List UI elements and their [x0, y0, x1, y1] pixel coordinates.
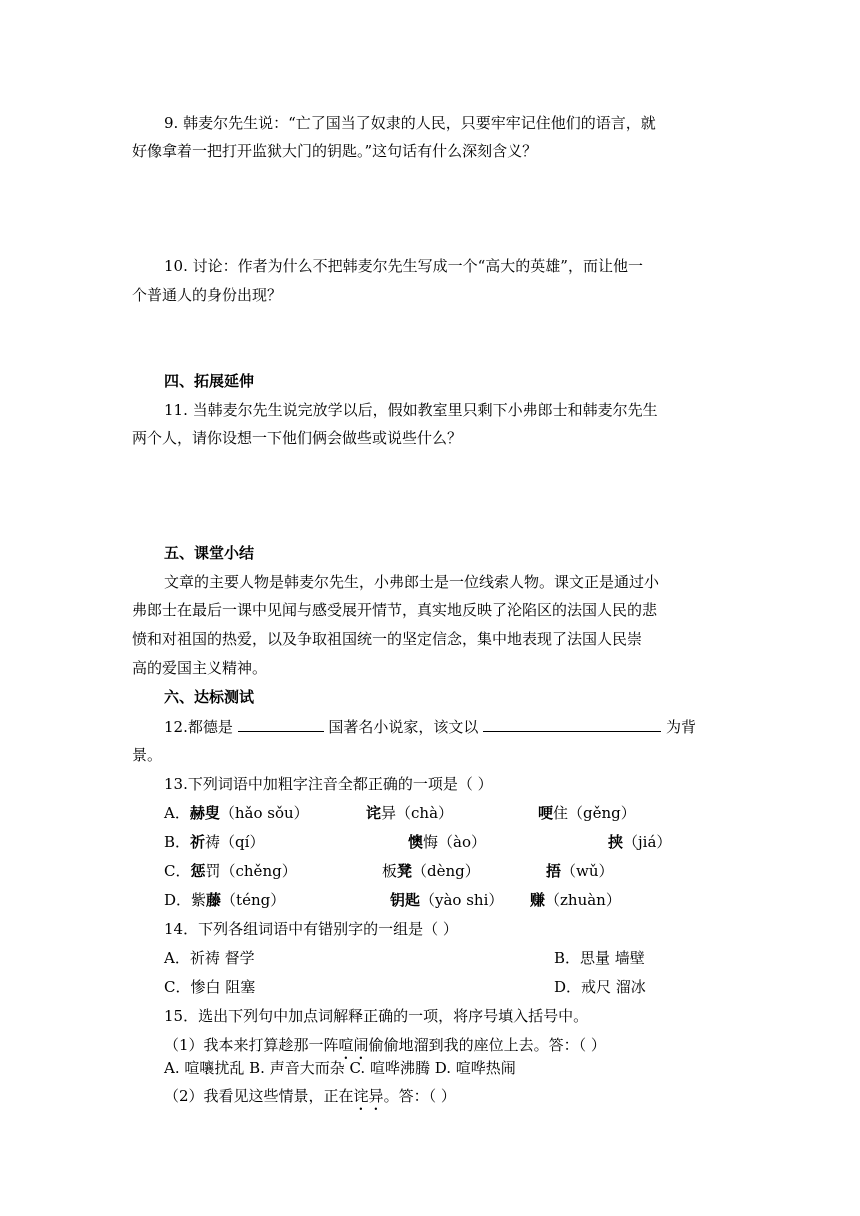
q13-option-c-item-2: 板凳（dèng） — [382, 862, 480, 880]
q12-text-1: 12.都德是 — [164, 718, 233, 736]
q11-line-2: 两个人，请你设想一下他们俩会做些或说些什么？ — [132, 429, 463, 447]
q13-option-b-item-1: B．祈祷（qí） — [164, 833, 265, 851]
q13-option-d-item-1: D．紫藤（téng） — [164, 891, 286, 909]
q13-option-a-item-2: 诧异（chà） — [366, 804, 454, 822]
summary-line-2: 弗郎士在最后一课中见闻与感受展开情节，真实地反映了沦陷区的法国人民的悲 — [132, 601, 658, 619]
q14-option-b: B．思量 墙壁 — [554, 949, 645, 967]
section-4-heading: 四、拓展延伸 — [164, 372, 255, 390]
q13-option-d-item-2: 钥匙（yào shi） — [390, 891, 504, 909]
q13-option-c-item-3: 捂（wǔ） — [546, 862, 614, 880]
q12-line-1 — [164, 716, 696, 737]
q13-option-b-item-3: 挟（jiá） — [608, 833, 672, 851]
q15-sentence-1: （1）我本来打算趁那一阵喧闹偷偷地溜到我的座位上去。答：（ ） — [164, 1036, 606, 1054]
section-6-heading: 六、达标测试 — [164, 688, 255, 706]
q13-option-d-item-3: 赚（zhuàn） — [530, 891, 621, 909]
q11-line-1: 11. 当韩麦尔先生说完放学以后，假如教室里只剩下小弗郎士和韩麦尔先生 — [164, 401, 658, 419]
q10-line-1: 10. 讨论：作者为什么不把韩麦尔先生写成一个“高大的英雄”，而让他一 — [164, 257, 643, 275]
q15-stem: 15．选出下列句中加点词解释正确的一项，将序号填入括号中。 — [164, 1007, 589, 1025]
summary-line-1: 文章的主要人物是韩麦尔先生，小弗郎士是一位线索人物。课文正是通过小 — [164, 573, 660, 591]
q12-blank-country[interactable] — [238, 716, 324, 732]
q12-line-2: 景。 — [132, 746, 163, 764]
section-5-heading: 五、课堂小结 — [164, 544, 255, 562]
q12-text-3: 为背 — [666, 718, 697, 736]
q14-stem: 14．下列各组词语中有错别字的一组是（ ） — [164, 920, 458, 938]
q9-line-2: 好像拿着一把打开监狱大门的钥匙。”这句话有什么深刻含义？ — [132, 142, 538, 160]
q13-option-b-item-2: 懊悔（ào） — [408, 833, 486, 851]
q12-text-2: 国著名小说家，该文以 — [328, 718, 479, 736]
q13-option-a-item-3: 哽住（gěng） — [538, 804, 636, 822]
q9-line-1: 9. 韩麦尔先生说：“亡了国当了奴隶的人民，只要牢牢记住他们的语言，就 — [164, 114, 656, 132]
q15-dotted-word-1: 喧闹 — [338, 1036, 369, 1054]
summary-line-3: 愤和对祖国的热爱，以及争取祖国统一的坚定信念，集中地表现了法国人民崇 — [132, 630, 643, 648]
q15-options: A. 喧嚷扰乱 B. 声音大而杂 C. 喧哗沸腾 D. 喧哗热闹 — [164, 1059, 516, 1077]
q13-option-c-item-1: C．惩罚（chěng） — [164, 862, 297, 880]
q15-sentence-2: （2）我看见这些情景，正在诧异。答：（ ） — [164, 1087, 456, 1105]
q15-dotted-word-2: 诧异 — [353, 1087, 384, 1105]
q13-stem: 13.下列词语中加粗字注音全都正确的一项是（ ） — [164, 775, 493, 793]
q12-blank-background[interactable] — [483, 716, 661, 732]
q14-option-c: C．惨白 阻塞 — [164, 978, 256, 996]
q13-option-a-item-1: A．赫叟（hǎo sǒu） — [164, 804, 309, 822]
q10-line-2: 个普通人的身份出现？ — [132, 286, 283, 304]
summary-line-4: 高的爱国主义精神。 — [132, 659, 268, 677]
q14-option-d: D．戒尺 溜冰 — [554, 978, 646, 996]
q14-option-a: A．祈祷 督学 — [164, 949, 255, 967]
